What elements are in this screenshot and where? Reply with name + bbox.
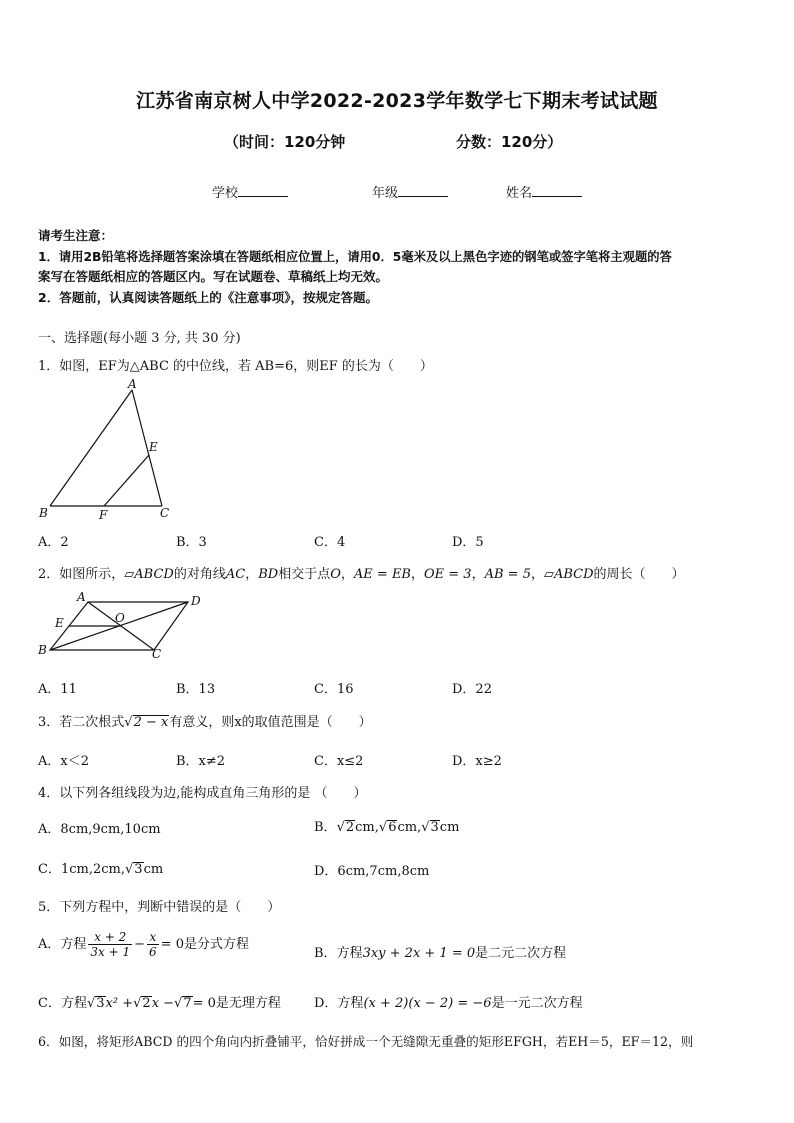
exam-score: 分数：120分） [456,133,563,151]
question-5-option-d [314,992,583,1011]
fraction-2 [147,930,159,959]
question-1-figure [36,376,176,524]
question-2-option-b: B．13 [176,682,216,697]
question-2-option-d: D．22 [452,682,492,697]
question-4-option-a: A．8cm,9cm,10cm [38,822,161,837]
sqrt-icon: √ [336,820,345,835]
q2-math: O [330,567,341,582]
grade-label: 年级 [372,186,399,201]
label-b: B [38,643,47,657]
sqrt-icon: √ [86,996,96,1011]
q4b-text: cm, [397,820,422,835]
q2-text: 2．如图所示， [38,567,125,582]
minus-sign: − [134,937,146,952]
sqrt-icon: √ [174,996,183,1011]
q2-text: 的周长（ ） [593,567,685,582]
notice-line-1: 1．请用2B铅笔将选择题答案涂填在答题纸相应位置上，请用0．5毫米及以上黑色字迹的钢笔或签字笔将主观题的答 [38,250,672,264]
question-6-stem: 6．如图，将矩形ABCD 的四个角向内折叠铺平，恰好拼成一个无缝隙无重叠的矩形EFGH，若EH＝5，EF＝12，则 [38,1034,694,1049]
fraction-2-denominator: 6 [149,945,157,959]
q2-text: ， [245,567,259,582]
q2-text: 相交于点 [278,567,331,582]
q4c-text: C．1cm,2cm, [38,862,125,877]
question-2-stem [38,563,685,582]
q5d-equation: (x + 2)(x − 2) = −6 [363,996,492,1011]
fraction-2-numerator: x [147,930,159,945]
q4b-radicand: 6 [388,820,397,835]
q5c-term: x − [151,996,175,1011]
question-1-stem: 1．如图，EF为△ABC 的中位线，若 AB=6，则EF 的长为（ ） [38,359,433,374]
notice-line-3: 2．答题前，认真阅读答题纸上的《注意事项》，按规定答题。 [38,290,378,305]
label-a: A [128,377,137,391]
q2-math: BD [258,567,279,582]
name-field [506,182,582,201]
question-5-option-b [314,942,566,961]
q2-text: ， [340,567,354,582]
q5b-text: B．方程 [314,946,363,961]
question-5-stem: 5．下列方程中，判断中错误的是（ ） [38,900,281,915]
parallelogram-icon: ▱ [543,567,554,582]
q3-radicand: 2 − x [133,715,169,730]
question-1-option-b: B．3 [176,535,207,550]
q4c-text: cm [143,862,164,877]
name-label: 姓名 [506,186,533,201]
q2-math: AE = EB [353,567,411,582]
question-1-option-c: C．4 [314,535,346,550]
question-5-option-a [38,930,249,959]
q4c-radicand: 3 [134,862,143,877]
q2-math: ABCD [134,567,174,582]
question-1-option-d: D．5 [452,535,484,550]
question-3-stem [38,711,372,730]
label-o: O [115,611,125,625]
q5c-text: = 0是无理方程 [192,996,281,1011]
question-4-option-d: D．6cm,7cm,8cm [314,864,430,879]
notice-heading: 请考生注意： [38,228,114,243]
label-c: C [152,647,162,661]
q2-math: OE = 3 [424,567,472,582]
school-field [212,182,288,201]
q4b-radicand: 3 [430,820,439,835]
q4b-text: B． [314,820,337,835]
label-e: E [55,616,64,630]
q2-math: AB = 5 [484,567,531,582]
question-5-option-c [38,992,281,1011]
q2-math: AC [225,567,246,582]
q3-text: 3．若二次根式 [38,715,125,730]
label-e: E [149,440,158,454]
fraction-1-numerator: x + 2 [88,930,132,945]
q5c-text: C．方程 [38,996,87,1011]
sqrt-icon: √ [124,715,133,730]
grade-field [372,182,448,201]
q2-text: ， [410,567,424,582]
q5c-radicand: 7 [183,996,192,1011]
q5a-text: A．方程 [38,937,87,952]
q2-text: ， [471,567,485,582]
segment-ef [104,455,149,506]
question-4-option-c [38,858,163,877]
label-c: C [160,506,170,520]
q5a-text: = 0是分式方程 [160,937,249,952]
exam-time: （时间：120分钟 [224,133,346,151]
question-3-option-a: A．x＜2 [38,754,89,769]
q2-text: 的对角线 [173,567,226,582]
label-d: D [191,594,201,608]
q5d-text: D．方程 [314,996,364,1011]
name-blank [532,184,582,197]
question-3-option-b: B．x≠2 [176,754,226,769]
question-2-option-c: C．16 [314,682,354,697]
question-4-stem: 4．以下列各组线段为边,能构成直角三角形的是 （ ） [38,786,367,801]
q5b-text: 是二元二次方程 [475,946,567,961]
q4b-radicand: 2 [345,820,355,835]
question-1-option-a: A．2 [38,535,69,550]
exam-title: 江苏省南京树人中学2022-2023学年数学七下期末考试试题 [136,90,658,112]
q5d-text: 是一元二次方程 [491,996,583,1011]
q5b-equation: 3xy + 2x + 1 = 0 [362,946,476,961]
question-2-figure [36,590,212,662]
sqrt-icon: √ [133,996,142,1011]
q5c-radicand: 3 [96,996,105,1011]
question-3-option-c: C．x≤2 [314,754,364,769]
q2-text: ， [530,567,544,582]
fraction-1-denominator: 3x + 1 [90,945,131,959]
sqrt-icon: √ [421,820,430,835]
sqrt-icon: √ [378,820,388,835]
q4b-text: cm [439,820,460,835]
school-blank [238,184,288,197]
sqrt-icon: √ [124,862,134,877]
grade-blank [398,184,448,197]
notice-line-2: 案写在答题纸相应的答题区内。写在试题卷、草稿纸上均无效。 [38,269,389,284]
fraction-1 [88,930,132,959]
section-title: 一、选择题(每小题 3 分, 共 30 分) [38,331,241,346]
label-b: B [39,506,48,520]
label-f: F [99,508,108,522]
q4b-text: cm, [355,820,379,835]
q3-text: 有意义，则x的取值范围是（ ） [169,715,372,730]
parallelogram-icon: ▱ [124,567,135,582]
q2-math: ABCD [553,567,594,582]
label-a: A [77,590,86,604]
school-label: 学校 [212,186,239,201]
question-4-option-b [314,816,459,835]
question-3-option-d: D．x≥2 [452,754,502,769]
q5c-term: x² + [105,996,134,1011]
question-2-option-a: A．11 [38,682,77,697]
q5c-radicand: 2 [142,996,151,1011]
